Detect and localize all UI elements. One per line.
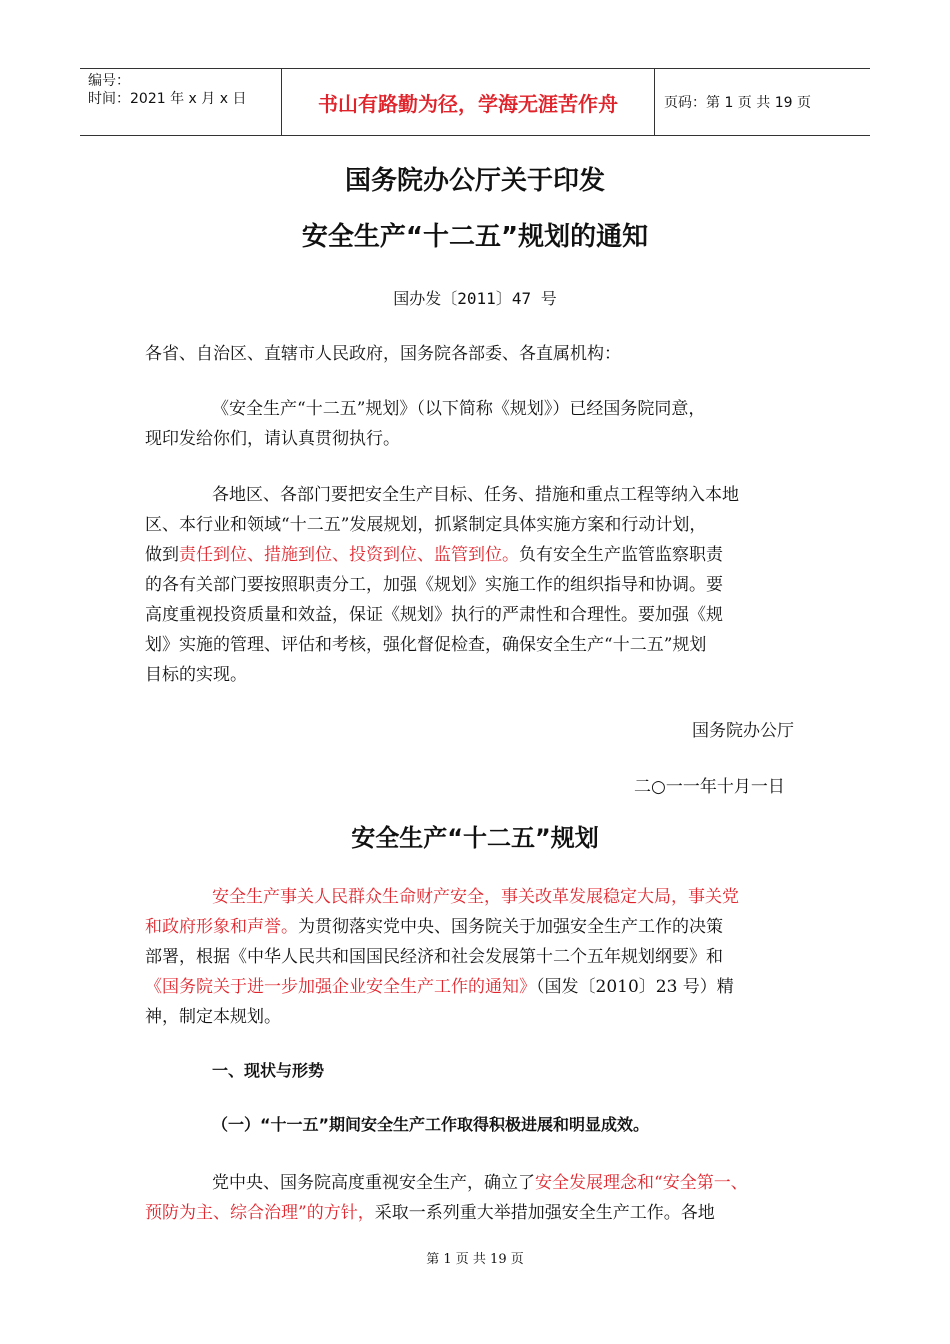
para2-line5: 高度重视投资质量和效益，保证《规划》执行的严肃性和合理性。要加强《规 (145, 605, 723, 625)
page-info: 页码：第 1 页 共 19 页 (664, 95, 811, 111)
intro-line2-highlight: 和政府形象和声誉。 (145, 917, 298, 937)
body-line2-b: 采取一系列重大举措加强安全生产工作。各地 (374, 1203, 715, 1223)
intro-line4 (145, 972, 734, 997)
notice-title-line2: 安全生产“十二五”规划的通知 (301, 222, 649, 252)
intro-line4-b: （国发〔2010〕23 号）精 (536, 977, 734, 997)
para2-line7: 目标的实现。 (145, 665, 247, 685)
intro-line4-highlight: 《国务院关于进一步加强企业安全生产工作的通知》 (145, 977, 536, 997)
body-line1-highlight: 安全发展理念和“安全第一、 (535, 1173, 748, 1193)
para2-line6: 划》实施的管理、评估和考核，强化督促检查，确保安全生产“十二五”规划 (145, 635, 707, 655)
para2-line3-highlight: 责任到位、措施到位、投资到位、监管到位。 (179, 545, 519, 565)
body-line2 (145, 1198, 715, 1223)
date: 二○一一年十月一日 (634, 777, 785, 797)
intro-line3: 部署，根据《中华人民共和国国民经济和社会发展第十二个五年规划纲要》和 (145, 947, 723, 967)
intro-line5: 神，制定本规划。 (145, 1007, 281, 1027)
body-line1 (212, 1168, 748, 1193)
para1-line1: 《安全生产“十二五”规划》（以下简称《规划》）已经国务院同意， (212, 399, 706, 419)
notice-title-line1: 国务院办公厅关于印发 (344, 166, 605, 196)
plan-title: 安全生产“十二五”规划 (351, 824, 599, 852)
doc-number: 国办发〔2011〕47 号 (393, 289, 557, 308)
signature: 国务院办公厅 (692, 721, 794, 741)
code-label: 编号： (88, 73, 130, 89)
page-footer: 第 1 页 共 19 页 (426, 1252, 524, 1267)
para2-line4: 的各有关部门要按照职责分工，加强《规划》实施工作的组织指导和协调。要 (145, 575, 723, 595)
intro-line2 (145, 912, 723, 937)
section-heading-1: 一、现状与形势 (212, 1061, 325, 1080)
intro-line1: 安全生产事关人民群众生命财产安全，事关改革发展稳定大局，事关党 (212, 887, 739, 907)
para2-line3 (145, 540, 723, 565)
document-header (80, 68, 870, 136)
para2-line3-a: 做到 (145, 545, 179, 565)
body-line1-a: 党中央、国务院高度重视安全生产，确立了 (212, 1173, 535, 1193)
para2-line1: 各地区、各部门要把安全生产目标、任务、措施和重点工程等纳入本地 (212, 485, 739, 505)
para2-line3-b: 负有安全生产监管监察职责 (519, 545, 723, 565)
intro-line2-b: 为贯彻落实党中央、国务院关于加强安全生产工作的决策 (298, 917, 723, 937)
para2-line2: 区、本行业和领域“十二五”发展规划，抓紧制定具体实施方案和行动计划， (145, 515, 707, 535)
body-line2-highlight: 预防为主、综合治理”的方针， (145, 1203, 375, 1223)
salutation: 各省、自治区、直辖市人民政府，国务院各部委、各直属机构： (145, 344, 621, 364)
subsection-heading-1: （一）“十一五”期间安全生产工作取得积极进展和明显成效。 (212, 1115, 650, 1134)
time-label: 时间：2021 年 x 月 x 日 (88, 91, 247, 107)
para1-line2: 现印发给你们，请认真贯彻执行。 (145, 429, 400, 449)
motto: 书山有路勤为径，学海无涯苦作舟 (281, 69, 655, 135)
header-meta (80, 69, 281, 135)
